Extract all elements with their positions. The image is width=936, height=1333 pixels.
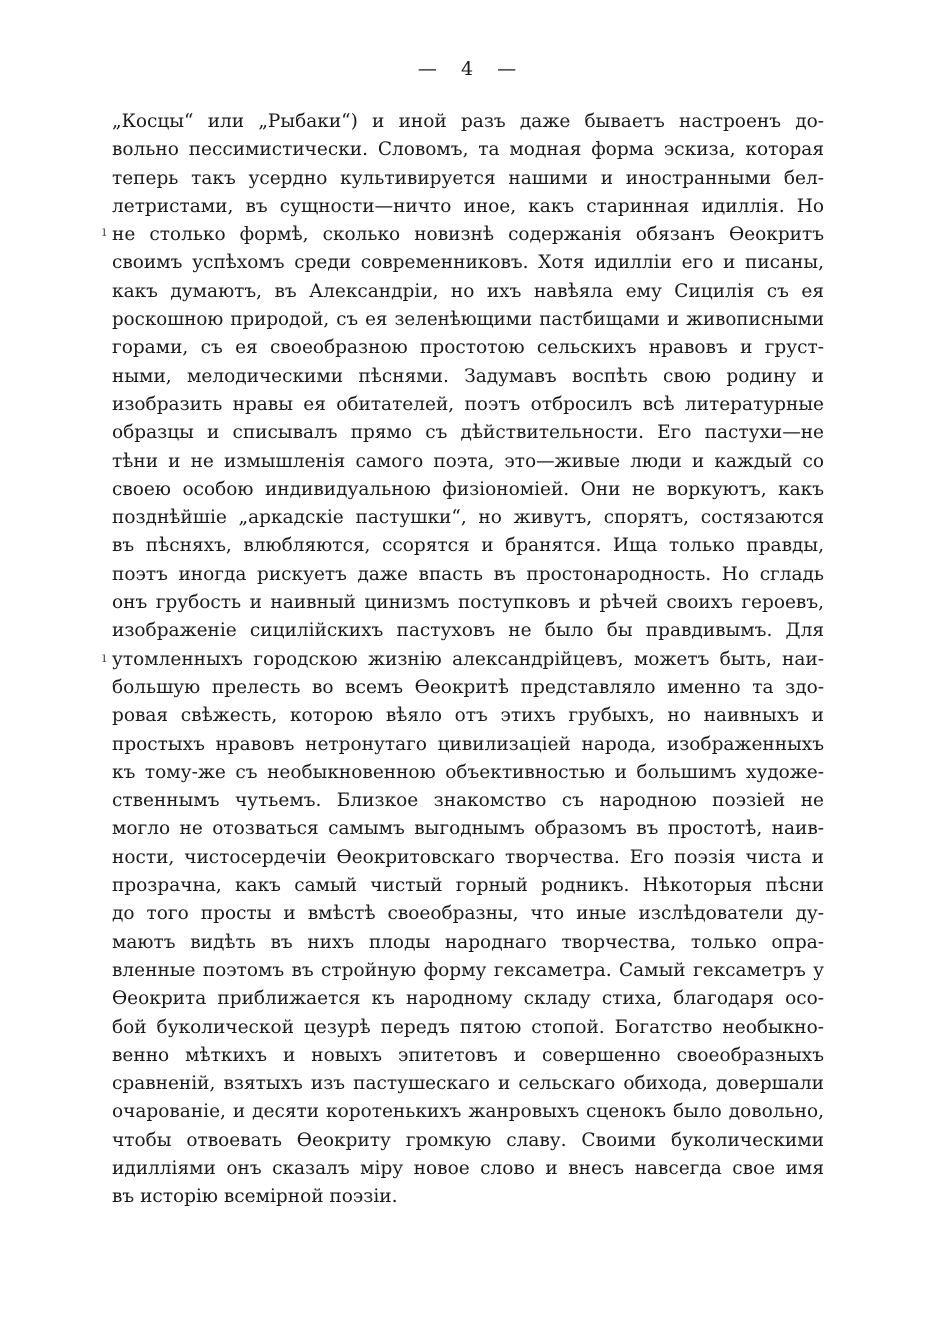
text-line: образцы и списывалъ прямо съ дѣйствительности. Его пастухи—не	[112, 422, 824, 444]
text-line: ными, мелодическими пѣснями. Задумавъ воспѣть свою родину и	[112, 365, 824, 387]
text-line: Ѳеокрита приближается къ народному складу стиха, благодаря осо-	[112, 988, 824, 1010]
text-line: вольно пессимистически. Словомъ, та модная форма эскиза, которая	[112, 139, 824, 161]
text-line: онъ грубость и наивный цинизмъ поступковъ и рѣчей своихъ героевъ,	[112, 592, 824, 614]
text-line: роскошною природой, съ ея зеленѣющими пастбищами и живописными	[112, 309, 824, 331]
text-line: изобразить нравы ея обитателей, поэтъ отбросилъ всѣ литературные	[112, 393, 824, 415]
text-line: тѣни и не измышленія самого поэта, это—живые люди и каждый со	[112, 450, 824, 472]
header-dash-left: —	[417, 58, 439, 80]
text-line: большую прелесть во всемъ Ѳеокритѣ представляло именно та здо-	[112, 676, 824, 698]
text-line: въ исторію всемірной поэзіи.	[112, 1186, 398, 1208]
text-line: летристами, въ сущности—ничто иное, какъ старинная идиллія. Но	[112, 195, 824, 217]
text-line: своимъ успѣхомъ среди современниковъ. Хотя идилліи его и писаны,	[112, 252, 824, 274]
text-line: горами, съ ея своеобразною простотою сельскихъ нравовъ и груст-	[112, 337, 824, 359]
text-line: венно мѣткихъ и новыхъ эпитетовъ и совершенно своеобразныхъ	[112, 1044, 824, 1066]
text-line: къ тому-же съ необыкновенною объективностью и большимъ художе-	[112, 761, 824, 783]
text-line: маютъ видѣть въ нихъ плоды народнаго творчества, только опра-	[112, 931, 824, 953]
text-line: не столько формѣ, сколько новизнѣ содержанія обязанъ Ѳеокритъ	[112, 224, 824, 246]
text-line: прозрачна, какъ самый чистый горный родникъ. Нѣкоторыя пѣсни	[112, 875, 824, 897]
text-line: изображеніе сицилійскихъ пастуховъ не было бы правдивымъ. Для	[112, 620, 824, 642]
body-text	[112, 108, 824, 1212]
page-header	[0, 58, 936, 80]
text-line: бой буколической цезурѣ передъ пятою стопой. Богатство необыкно-	[112, 1016, 824, 1038]
text-line: какъ думаютъ, въ Александріи, но ихъ навѣяла ему Сицилія съ ея	[112, 280, 824, 302]
text-line: позднѣйшіе „аркадскіе пастушки“, но живутъ, спорятъ, состязаются	[112, 507, 824, 529]
page-number: 4	[460, 58, 476, 80]
text-line: чтобы отвоевать Ѳеокриту громкую славу. Своими буколическими	[112, 1129, 824, 1151]
text-line: утомленныхъ городскою жизнію александрійцевъ, можетъ быть, наи-	[112, 648, 824, 670]
text-line: „Косцы“ или „Рыбаки“) и иной разъ даже бываетъ настроенъ до-	[112, 111, 824, 132]
margin-tick-mark: ı	[102, 224, 107, 240]
text-line: вленные поэтомъ въ стройную форму гексаметра. Самый гексаметръ у	[112, 959, 824, 981]
text-line: сравненій, взятыхъ изъ пастушескаго и сельскаго обихода, довершали	[112, 1073, 824, 1095]
text-line: простыхъ нравовъ нетронутаго цивилизаціей народа, изображенныхъ	[112, 733, 824, 755]
text-line: въ пѣсняхъ, влюбляются, ссорятся и бранятся. Ища только правды,	[112, 535, 824, 557]
header-dash-right: —	[497, 58, 519, 80]
text-line: теперь такъ усердно культивируется нашими и иностранными бел-	[112, 167, 824, 189]
text-line: идилліями онъ сказалъ міру новое слово и внесъ навсегда свое имя	[112, 1157, 824, 1179]
margin-tick-mark: ı	[102, 650, 107, 666]
text-line: своею особою индивидуальною физіономіей. Они не воркуютъ, какъ	[112, 478, 824, 500]
text-line: очарованіе, и десяти коротенькихъ жанровыхъ сценокъ было довольно,	[112, 1101, 824, 1123]
text-line: ственнымъ чутьемъ. Близкое знакомство съ народною поэзіей не	[112, 790, 824, 812]
text-line: ности, чистосердечіи Ѳеокритовскаго творчества. Его поэзія чиста и	[112, 846, 824, 868]
text-line: могло не отозваться самымъ выгоднымъ образомъ въ простотѣ, наив-	[112, 818, 824, 840]
text-line: ровая свѣжесть, которою вѣяло отъ этихъ грубыхъ, но наивныхъ и	[112, 705, 824, 727]
text-line: поэтъ иногда рискуетъ даже впасть въ простонародность. Но сгладь	[112, 563, 824, 585]
text-line: до того просты и вмѣстѣ своеобразны, что иные изслѣдователи ду-	[112, 903, 824, 925]
